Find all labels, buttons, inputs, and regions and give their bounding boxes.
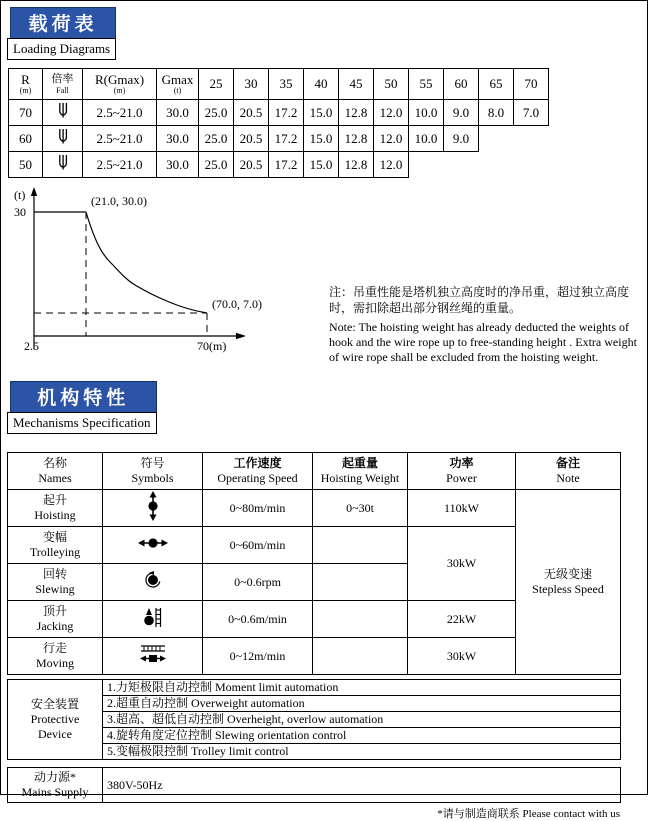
- mechanism-name: 回转 Slewing: [8, 564, 103, 601]
- col-header-speed: 工作速度 Operating Speed: [203, 453, 313, 490]
- r-cell: 70: [9, 100, 43, 126]
- table-header-row: [8, 453, 621, 490]
- col-header-gmax: Gmax (t): [157, 69, 199, 100]
- two-fall-reeving-icon: [57, 128, 69, 150]
- note-text-zh: 注：吊重性能是塔机独立高度时的净吊重，超过独立高度时，需扣除超出部分钢丝绳的重量。: [329, 285, 630, 315]
- load-value-cell: 12.8: [339, 152, 374, 178]
- fall-cell: [43, 126, 83, 152]
- col-header-r: R (m): [9, 69, 43, 100]
- power-cell: 30kW: [408, 638, 516, 675]
- weight-cell: [313, 527, 408, 564]
- load-value-cell: 17.2: [269, 100, 304, 126]
- weight-cell: [313, 601, 408, 638]
- col-header-radius: 45: [339, 69, 374, 100]
- col-header-names: 名称 Names: [8, 453, 103, 490]
- symbol-cell: [103, 638, 203, 675]
- mains-supply-label: 动力源* Mains Supply: [8, 768, 103, 803]
- col-header-rgmax: R(Gmax) (m): [83, 69, 157, 100]
- weight-cell: [313, 638, 408, 675]
- two-fall-reeving-icon: [57, 154, 69, 176]
- x-end-label: 70(m): [197, 339, 227, 353]
- end-point-annotation: (70.0, 7.0): [212, 297, 262, 311]
- mechanism-name: 行走 Moving: [8, 638, 103, 675]
- speed-cell: 0~0.6m/min: [203, 601, 313, 638]
- load-value-cell: 10.0: [409, 100, 444, 126]
- range-cell: 2.5~21.0: [83, 152, 157, 178]
- load-value-cell: 20.5: [234, 100, 269, 126]
- load-value-cell: 20.5: [234, 152, 269, 178]
- col-header-radius: 70: [514, 69, 549, 100]
- load-value-cell: 12.0: [374, 126, 409, 152]
- load-value-cell: 10.0: [409, 126, 444, 152]
- loading-title-zh: 载荷表: [10, 7, 116, 39]
- empty-cell: [514, 152, 549, 178]
- load-value-cell: 12.0: [374, 100, 409, 126]
- protective-item: 1.力矩极限自动控制 Moment limit automation: [103, 680, 621, 696]
- mechanisms-table: [7, 452, 621, 675]
- symbol-cell: [103, 490, 203, 527]
- load-value-cell: 15.0: [304, 126, 339, 152]
- load-value-cell: 7.0: [514, 100, 549, 126]
- jacking-climb-ladder-icon: [143, 606, 163, 632]
- loading-section-header: [7, 7, 116, 60]
- power-cell: 22kW: [408, 601, 516, 638]
- r-cell: 60: [9, 126, 43, 152]
- col-header-radius: 55: [409, 69, 444, 100]
- y-axis-unit-label: (t): [14, 188, 26, 202]
- col-header-power: 功率 Power: [408, 453, 516, 490]
- load-value-cell: 9.0: [444, 126, 479, 152]
- loading-table: [8, 68, 549, 178]
- gmax-cell: 30.0: [157, 126, 199, 152]
- note-text-en: Note: The hoisting weight has already deducted the weights of hook and the wire rope up to free-standing height . Extra weight of wire rope shall be excluded from the hoisting weight.: [329, 320, 637, 364]
- mechanism-name: 顶升 Jacking: [8, 601, 103, 638]
- col-header-radius: 25: [199, 69, 234, 100]
- trolleying-horizontal-arrows-icon: [138, 536, 168, 554]
- protective-item: 5.变幅极限控制 Trolley limit control: [103, 744, 621, 760]
- col-header-note: 备注 Note: [516, 453, 621, 490]
- power-cell: 30kW: [408, 527, 516, 601]
- col-header-weight: 起重量 Hoisting Weight: [313, 453, 408, 490]
- symbol-cell: [103, 564, 203, 601]
- power-cell: 110kW: [408, 490, 516, 527]
- mechanism-name: 起升 Hoisting: [8, 490, 103, 527]
- table-header-row: [9, 69, 549, 100]
- range-cell: 2.5~21.0: [83, 126, 157, 152]
- mechanisms-title-zh: 机构特性: [10, 381, 157, 413]
- table-row: [9, 100, 549, 126]
- col-header-radius: 65: [479, 69, 514, 100]
- col-header-fall: 倍率 Fall: [43, 69, 83, 100]
- load-value-cell: 8.0: [479, 100, 514, 126]
- table-row: [9, 126, 549, 152]
- load-value-cell: 12.8: [339, 100, 374, 126]
- load-value-cell: 12.8: [339, 126, 374, 152]
- load-value-cell: 25.0: [199, 152, 234, 178]
- y-tick-30: 30: [14, 205, 26, 219]
- y-axis-arrow-icon: [31, 187, 37, 196]
- col-header-radius: 40: [304, 69, 339, 100]
- speed-cell: 0~0.6rpm: [203, 564, 313, 601]
- r-cell: 50: [9, 152, 43, 178]
- hoisting-note: [329, 284, 641, 365]
- table-row: [8, 768, 621, 803]
- mechanism-name: 变幅 Trolleying: [8, 527, 103, 564]
- load-value-cell: 17.2: [269, 152, 304, 178]
- speed-cell: 0~80m/min: [203, 490, 313, 527]
- manufacturer-contact-note: *请与制造商联系 Please contact with us: [437, 808, 620, 820]
- load-value-cell: 25.0: [199, 126, 234, 152]
- table-row: [9, 152, 549, 178]
- col-header-radius: 50: [374, 69, 409, 100]
- load-value-cell: 25.0: [199, 100, 234, 126]
- fall-cell: [43, 100, 83, 126]
- col-header-radius: 35: [269, 69, 304, 100]
- speed-cell: 0~12m/min: [203, 638, 313, 675]
- weight-cell: [313, 564, 408, 601]
- protective-device-table: [7, 679, 621, 760]
- protective-item: 4.旋转角度定位控制 Slewing orientation control: [103, 728, 621, 744]
- empty-cell: [479, 126, 514, 152]
- table-row: [8, 680, 621, 696]
- x-axis-arrow-icon: [236, 333, 246, 339]
- speed-cell: 0~60m/min: [203, 527, 313, 564]
- load-value-cell: 20.5: [234, 126, 269, 152]
- load-value-cell: 9.0: [444, 100, 479, 126]
- protective-item: 3.超高、超低自动控制 Overheight, overlow automation: [103, 712, 621, 728]
- col-header-radius: 60: [444, 69, 479, 100]
- gmax-cell: 30.0: [157, 100, 199, 126]
- table-row-hoisting: [8, 490, 621, 527]
- empty-cell: [479, 152, 514, 178]
- weight-cell: 0~30t: [313, 490, 408, 527]
- hoisting-vertical-arrows-icon: [146, 491, 160, 525]
- slewing-rotation-icon: [144, 571, 162, 593]
- load-curve-chart: [7, 184, 329, 371]
- empty-cell: [409, 152, 444, 178]
- range-cell: 2.5~21.0: [83, 100, 157, 126]
- peak-point-annotation: (21.0, 30.0): [91, 194, 147, 208]
- symbol-cell: [103, 601, 203, 638]
- mains-supply-value: 380V-50Hz: [103, 768, 621, 803]
- empty-cell: [514, 126, 549, 152]
- gmax-cell: 30.0: [157, 152, 199, 178]
- symbol-cell: [103, 527, 203, 564]
- mechanisms-section-header: [7, 381, 157, 434]
- empty-cell: [444, 152, 479, 178]
- col-header-radius: 30: [234, 69, 269, 100]
- mechanisms-title-en: Mechanisms Specification: [7, 412, 157, 434]
- x-origin-label: 2.5: [24, 339, 39, 353]
- mains-supply-table: [7, 767, 621, 803]
- protective-item: 2.超重自动控制 Overweight automation: [103, 696, 621, 712]
- loading-title-en: Loading Diagrams: [7, 38, 116, 60]
- moving-rail-travel-icon: [138, 644, 168, 668]
- col-header-symbols: 符号 Symbols: [103, 453, 203, 490]
- load-value-cell: 12.0: [374, 152, 409, 178]
- two-fall-reeving-icon: [57, 102, 69, 124]
- load-value-cell: 15.0: [304, 152, 339, 178]
- load-value-cell: 17.2: [269, 126, 304, 152]
- fall-cell: [43, 152, 83, 178]
- note-cell: 无级变速 Stepless Speed: [516, 490, 621, 675]
- load-value-cell: 15.0: [304, 100, 339, 126]
- protective-device-label: 安全装置 Protective Device: [8, 680, 103, 760]
- curve-decline-segment: [86, 212, 207, 313]
